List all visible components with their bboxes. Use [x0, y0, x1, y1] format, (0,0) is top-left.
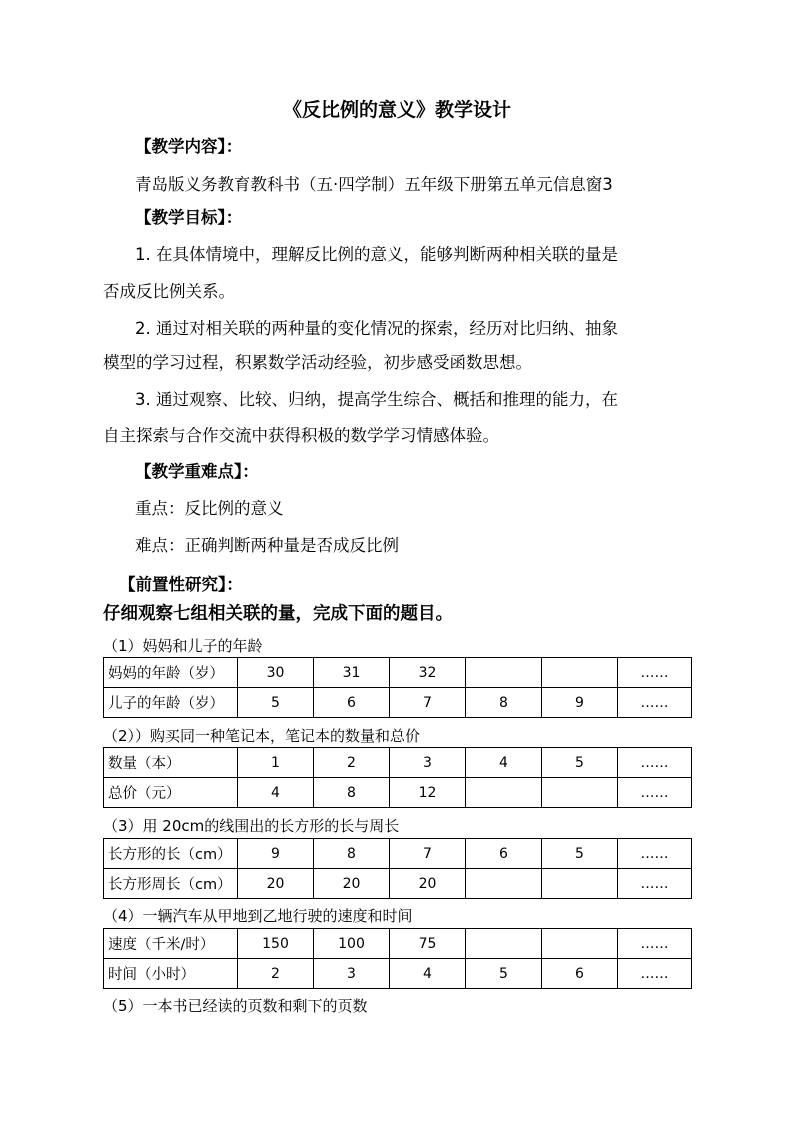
- table-row: [104, 869, 692, 899]
- row-label: 时间（小时）: [104, 959, 238, 989]
- table-4-caption: （4）一辆汽车从甲地到乙地行驶的速度和时间: [103, 907, 413, 925]
- table-cell: 1: [238, 748, 314, 778]
- pre-instruction: 仔细观察七组相关联的量，完成下面的题目。: [103, 604, 453, 624]
- row-label: 长方形的长（cm）: [104, 839, 238, 869]
- table-cell: 6: [542, 959, 618, 989]
- table-cell: 4: [466, 748, 542, 778]
- table-cell: [542, 869, 618, 899]
- goal-2-line-1: 2. 通过对相关联的两种量的变化情况的探索，经历对比归纳、抽象: [135, 319, 618, 338]
- table-cell: 20: [238, 869, 314, 899]
- table-cell: 4: [390, 959, 466, 989]
- table-cell: 20: [390, 869, 466, 899]
- table-cell: 6: [466, 839, 542, 869]
- table-cell: [466, 929, 542, 959]
- table-3: [103, 838, 692, 899]
- goal-2-line-2: 模型的学习过程，积累数学活动经验，初步感受函数思想。: [103, 353, 532, 372]
- table-cell: 30: [238, 658, 314, 688]
- table-cell: ……: [618, 869, 692, 899]
- table-row: [104, 688, 692, 718]
- table-cell: [542, 929, 618, 959]
- table-cell: 2: [314, 748, 390, 778]
- goals-heading: 【教学目标】：: [135, 208, 243, 227]
- row-label: 总价（元）: [104, 778, 238, 808]
- table-cell: ……: [618, 959, 692, 989]
- table-cell: 3: [390, 748, 466, 778]
- table-4: [103, 928, 692, 989]
- table-cell: 20: [314, 869, 390, 899]
- table-row: [104, 748, 692, 778]
- table-cell: 2: [238, 959, 314, 989]
- table-cell: 5: [542, 839, 618, 869]
- hard-point: 难点：正确判断两种量是否成反比例: [135, 536, 399, 555]
- table-cell: 31: [314, 658, 390, 688]
- table-2: [103, 747, 692, 808]
- goal-3-line-1: 3. 通过观察、比较、归纳，提高学生综合、概括和推理的能力，在: [135, 390, 618, 409]
- table-cell: [542, 778, 618, 808]
- table-cell: 9: [542, 688, 618, 718]
- table-cell: ……: [618, 839, 692, 869]
- key-heading: 【教学重难点】：: [135, 462, 259, 481]
- content-text: 青岛版义务教育教科书（五·四学制）五年级下册第五单元信息窗3: [135, 175, 613, 194]
- table-row: [104, 959, 692, 989]
- table-cell: ……: [618, 929, 692, 959]
- row-label: 儿子的年龄（岁）: [104, 688, 238, 718]
- table-cell: [466, 778, 542, 808]
- table-row: [104, 778, 692, 808]
- table-cell: 8: [466, 688, 542, 718]
- table-cell: 32: [390, 658, 466, 688]
- row-label: 数量（本）: [104, 748, 238, 778]
- table-cell: 3: [314, 959, 390, 989]
- table-cell: 7: [390, 839, 466, 869]
- document-title: 《反比例的意义》教学设计: [282, 99, 511, 121]
- table-cell: 5: [466, 959, 542, 989]
- table-cell: 100: [314, 929, 390, 959]
- goal-1-line-2: 否成反比例关系。: [103, 282, 235, 301]
- table-row: [104, 839, 692, 869]
- table-cell: ……: [618, 778, 692, 808]
- table-cell: ……: [618, 748, 692, 778]
- table-5-caption: （5）一本书已经读的页数和剩下的页数: [103, 997, 368, 1015]
- table-cell: ……: [618, 658, 692, 688]
- table-cell: 9: [238, 839, 314, 869]
- table-cell: 75: [390, 929, 466, 959]
- table-1-caption: （1）妈妈和儿子的年龄: [103, 637, 263, 655]
- table-cell: [466, 869, 542, 899]
- table-cell: 5: [542, 748, 618, 778]
- goal-1-line-1: 1. 在具体情境中，理解反比例的意义，能够判断两种相关联的量是: [135, 245, 618, 264]
- table-cell: 150: [238, 929, 314, 959]
- table-cell: [466, 658, 542, 688]
- table-row: [104, 658, 692, 688]
- row-label: 长方形周长（cm）: [104, 869, 238, 899]
- table-cell: 4: [238, 778, 314, 808]
- table-cell: 12: [390, 778, 466, 808]
- goal-3-line-2: 自主探索与合作交流中获得积极的数学学习情感体验。: [103, 426, 499, 445]
- content-heading: 【教学内容】：: [135, 137, 243, 156]
- table-cell: 8: [314, 778, 390, 808]
- pre-heading: 【前置性研究】：: [119, 575, 243, 594]
- table-cell: [542, 658, 618, 688]
- table-cell: 8: [314, 839, 390, 869]
- row-label: 速度（千米/时）: [104, 929, 238, 959]
- table-cell: 5: [238, 688, 314, 718]
- table-cell: 7: [390, 688, 466, 718]
- table-3-caption: （3）用 20cm的线围出的长方形的长与周长: [103, 817, 400, 835]
- table-1: [103, 657, 692, 718]
- table-row: [104, 929, 692, 959]
- table-2-caption: （2））购买同一种笔记本，笔记本的数量和总价: [103, 727, 421, 745]
- row-label: 妈妈的年龄（岁）: [104, 658, 238, 688]
- key-point: 重点：反比例的意义: [135, 499, 284, 518]
- table-cell: 6: [314, 688, 390, 718]
- table-cell: ……: [618, 688, 692, 718]
